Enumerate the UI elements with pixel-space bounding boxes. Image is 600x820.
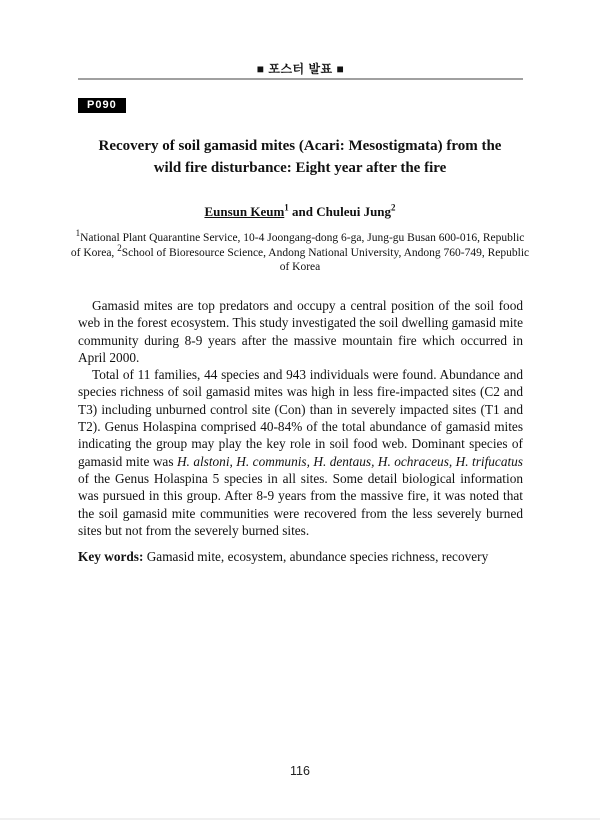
abstract-number-badge: P090	[78, 98, 126, 113]
authors-line	[0, 204, 600, 220]
header-rule	[78, 78, 523, 80]
page-number: 116	[290, 764, 310, 778]
abstract-paragraph-2	[78, 366, 523, 539]
paper-title-line2: wild fire disturbance: Eight year after the fire	[153, 159, 447, 176]
abstract-paragraph-1: Gamasid mites are top predators and occupy a central position of the soil food web in the forest ecosystem. This study investigated the soil dwelling gamasid mite community during 8-9 years after the massive mountain fire which occurred in April 2000.	[78, 298, 523, 365]
keywords-line	[78, 548, 523, 565]
affiliation2-marker: 2	[117, 242, 122, 253]
author-chuleui-jung: Chuleui Jung	[316, 204, 392, 219]
affiliation1-text: National Plant Quarantine Service, 10-4 Joongang-dong 6-ga, Jung-gu Busan 600-016, Republic of Korea,	[70, 232, 525, 259]
authors-connector: and	[288, 204, 317, 219]
species-names-italic: H. alstoni, H. communis, H. dentaus, H. ochraceus, H. trifucatus	[176, 453, 523, 469]
keywords-value: Gamasid mite, ecosystem, abundance species richness, recovery	[143, 549, 489, 565]
affiliation1-marker: 1	[75, 228, 81, 239]
author2-affiliation-marker: 2	[391, 202, 396, 213]
abstract-paragraph-2-text-2: of the Genus Holaspina 5 species in all sites. Some detail biological information was pursued in this group. After 8-9 years from the massive fire, it was noted that the soil gamasid mite communities were recovered from the less severely burned sites but not from the severely burned sites.	[78, 470, 523, 538]
affiliation-block	[70, 228, 530, 275]
session-header: ■ 포스터 발표 ■	[256, 62, 345, 76]
paper-title	[50, 136, 550, 179]
keywords-label: Key words:	[78, 549, 144, 565]
affiliation2-text: School of Bioresource Science, Andong National University, Andong 760-749, Republic of Korea	[121, 246, 530, 274]
author-eunsun-keum: Eunsun Keum	[204, 204, 285, 219]
author1-affiliation-marker: 1	[284, 202, 289, 213]
paper-title-line1: Recovery of soil gamasid mites (Acari: Mesostigmata) from the	[98, 138, 502, 154]
abstract-paragraph-2-text-1: Total of 11 families, 44 species and 943 individuals were found. Abundance and species richness of soil gamasid mites was high in less fire-impacted sites (C2 and T3) including unburned control site (Con) than in severely impacted sites (T1 and T2). Genus Holaspina comprised 40-84% of the total abundance of gamasid mites indicating the group may play the key role in soil food web. Dominant species of gamasid mite was	[78, 367, 523, 469]
abstract-body	[78, 297, 523, 565]
